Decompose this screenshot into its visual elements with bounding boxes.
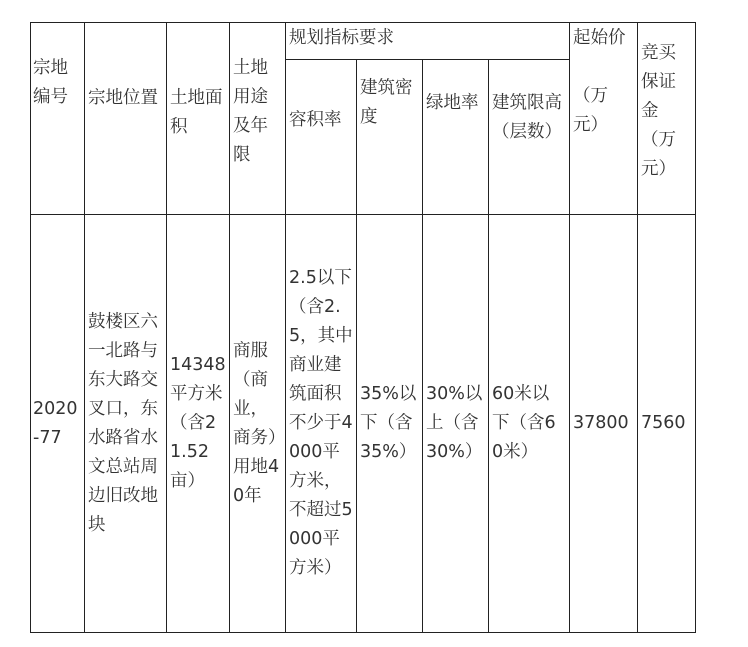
header-land-use-term: 土地用途及年限 [230, 22, 286, 215]
header-green-ratio: 绿地率 [423, 60, 489, 215]
cell-location: 鼓楼区六一北路与东大路交叉口，东水路省水文总站周边旧改地块 [85, 215, 167, 633]
cell-building-density: 35%以下（含35%） [357, 215, 423, 633]
cell-land-area: 14348平方米（含21.52亩） [167, 215, 230, 633]
header-parcel-no: 宗地编号 [30, 22, 85, 215]
header-floor-area-ratio: 容积率 [286, 60, 357, 215]
cell-height-limit: 60米以下（含60米） [489, 215, 570, 633]
header-land-area: 土地面积 [167, 22, 230, 215]
cell-starting-price: 37800 [570, 215, 638, 633]
cell-bid-deposit: 7560 [638, 215, 696, 633]
cell-land-use-term: 商服（商业，商务）用地40年 [230, 215, 286, 633]
header-planning-requirements: 规划指标要求 [286, 22, 570, 60]
header-location: 宗地位置 [85, 22, 167, 215]
header-starting-price: 起始价 （万元） [570, 22, 638, 215]
header-height-limit: 建筑限高（层数） [489, 60, 570, 215]
header-building-density: 建筑密度 [357, 60, 423, 215]
cell-green-ratio: 30%以上（含30%） [423, 215, 489, 633]
cell-parcel-no: 2020-77 [30, 215, 85, 633]
header-bid-deposit: 竞买保证金（万元） [638, 22, 696, 215]
land-parcel-table [30, 22, 696, 633]
cell-floor-area-ratio: 2.5以下（含2.5，其中商业建筑面积不少于4000平方米，不超过5000平方米） [286, 215, 357, 633]
